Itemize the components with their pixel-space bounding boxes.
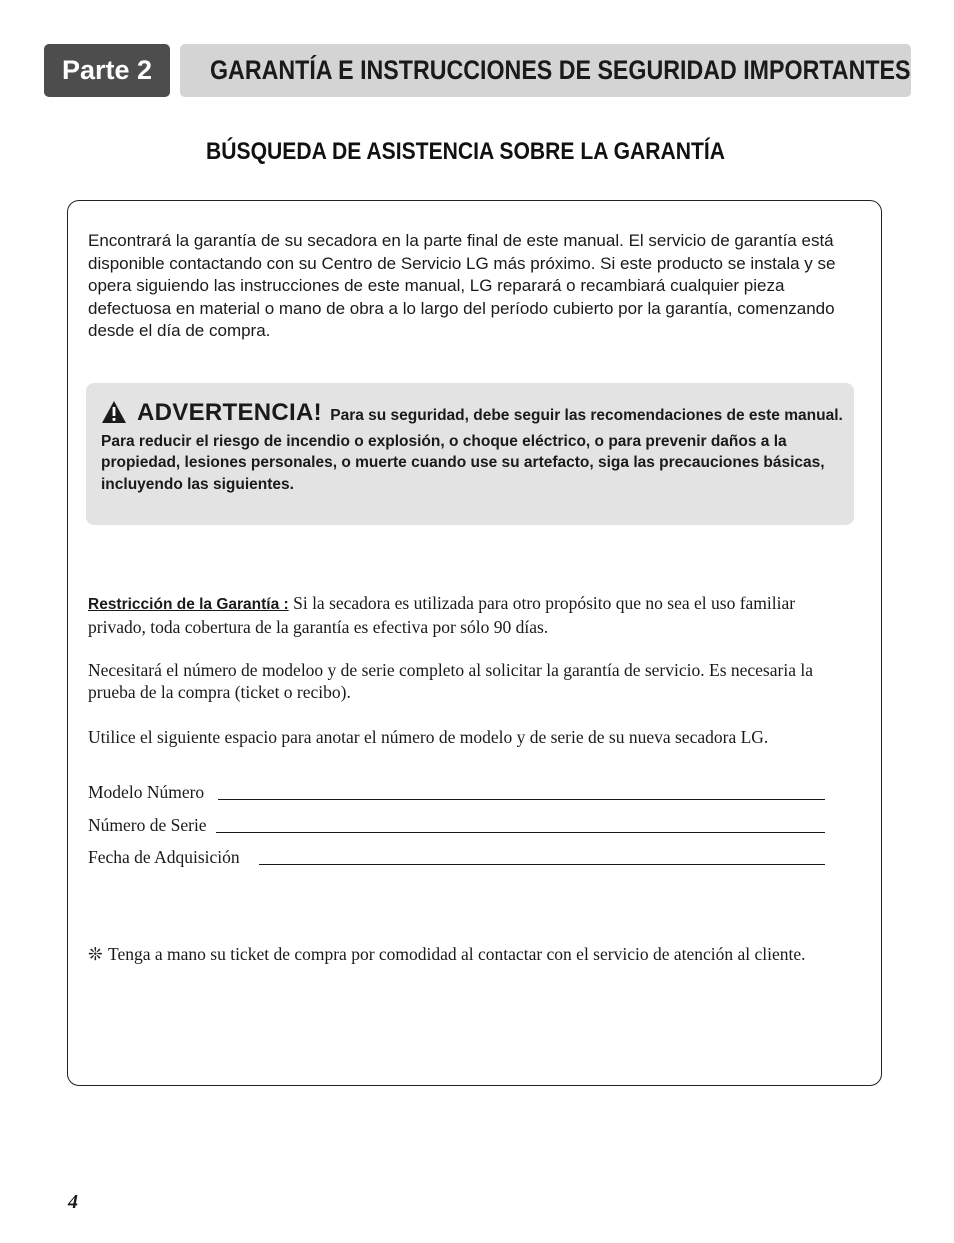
warning-block <box>101 400 853 495</box>
purchase-date-label: Fecha de Adquisición <box>88 847 240 867</box>
page-number: 4 <box>68 1191 78 1213</box>
page-title: GARANTÍA E INSTRUCCIONES DE SEGURIDAD IMPORTANTES <box>210 55 911 85</box>
page-title-bar <box>180 44 911 97</box>
restriction-text: Si la secadora es utilizada para otro propósito que no sea el uso familiar privado, toda cobertura de la garantía es efectiva por sólo 90 días. <box>88 593 796 637</box>
warning-heading: ADVERTENCIA! <box>137 399 322 426</box>
receipt-note <box>88 942 808 966</box>
intro-paragraph: Encontrará la garantía de su secadora en la parte final de este manual. El servicio de garantía está disponible contactando con su Centro de Servicio LG más próximo. Si este producto se instala y se opera siguiendo las instrucciones de este manual, LG reparará o recambiará cualquier pieza defectuosa en material o mano de obra a lo largo del período cubierto por la garantía, comenzando desde el día de compra. <box>88 231 836 341</box>
restriction-label: Restricción de la Garantía : <box>88 596 289 613</box>
serial-number-paragraph: Necesitará el número de modeloo y de serie completo al solicitar la garantía de servicio. Es necesaria la prueba de la compra (ticket o recibo). <box>88 660 813 702</box>
note-text: Tenga a mano su ticket de compra por comodidad al contactar con el servicio de atención al cliente. <box>108 944 806 964</box>
purchase-date-field[interactable] <box>259 864 825 865</box>
model-number-field[interactable] <box>218 799 825 800</box>
part-label: Parte 2 <box>61 55 153 85</box>
warranty-restriction <box>88 592 848 638</box>
section-heading: BÚSQUEDA DE ASISTENCIA SOBRE LA GARANTÍA <box>206 138 726 165</box>
serial-number-label: Número de Serie <box>88 815 207 835</box>
part-label-tab <box>44 44 170 97</box>
serial-number-field[interactable] <box>216 832 825 833</box>
record-instructions: Utilice el siguiente espacio para anotar el número de modelo y de serie de su nueva secadora LG. <box>88 727 769 747</box>
asterisk-icon: ❊ <box>88 944 103 964</box>
model-number-label: Modelo Número <box>88 782 205 802</box>
warning-triangle-icon <box>101 400 127 431</box>
warning-text: Para su seguridad, debe seguir las recomendaciones de este manual. Para reducir el riesgo de incendio o explosión, o choque eléctrico, o para prevenir daños a la propiedad, lesiones personales, o muerte cuando use su artefacto, siga las precauciones básicas, incluyendo las siguientes. <box>101 407 843 493</box>
